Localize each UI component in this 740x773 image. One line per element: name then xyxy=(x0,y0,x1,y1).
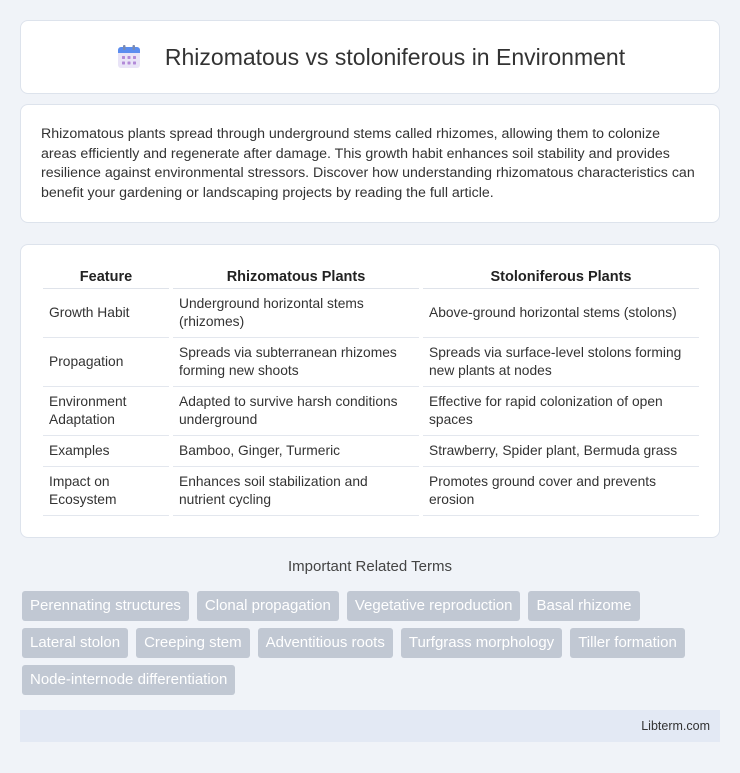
column-header-rhizomatous: Rhizomatous Plants xyxy=(171,265,421,289)
table-header-row xyxy=(43,265,699,289)
table-cell: Adapted to survive harsh conditions underground xyxy=(171,387,421,436)
table-cell: Spreads via subterranean rhizomes forming new shoots xyxy=(171,338,421,387)
table-row xyxy=(43,436,699,467)
table-cell: Impact on Ecosystem xyxy=(43,467,171,516)
column-header-stoloniferous: Stoloniferous Plants xyxy=(421,265,699,289)
table-cell: Enhances soil stabilization and nutrient cycling xyxy=(171,467,421,516)
related-term-tag[interactable]: Adventitious roots xyxy=(258,628,393,658)
related-terms-title: Important Related Terms xyxy=(288,558,452,575)
column-header-feature: Feature xyxy=(43,265,171,289)
table-cell: Promotes ground cover and prevents erosion xyxy=(421,467,699,516)
footer-site-link[interactable]: Libterm.com xyxy=(641,719,710,733)
intro-text: Rhizomatous plants spread through underground stems called rhizomes, allowing them to colonize areas efficiently and regenerate after damage. This growth habit enhances soil stability and provides resilience against environmental stressors. Discover how understanding rhizomatous characteristics can benefit your gardening or landscaping projects by reading the full article. xyxy=(41,126,695,201)
related-term-tag[interactable]: Vegetative reproduction xyxy=(347,591,521,621)
related-term-tag[interactable]: Node-internode differentiation xyxy=(22,665,235,695)
calendar-icon xyxy=(115,43,143,71)
comparison-table-card xyxy=(20,244,720,538)
related-term-tag[interactable]: Clonal propagation xyxy=(197,591,339,621)
related-term-tag[interactable]: Perennating structures xyxy=(22,591,189,621)
table-cell: Underground horizontal stems (rhizomes) xyxy=(171,289,421,338)
footer xyxy=(20,710,720,742)
table-cell: Examples xyxy=(43,436,171,467)
table-cell: Growth Habit xyxy=(43,289,171,338)
related-terms-list xyxy=(22,591,722,695)
table-cell: Propagation xyxy=(43,338,171,387)
related-term-tag[interactable]: Basal rhizome xyxy=(528,591,639,621)
intro-card xyxy=(20,104,720,223)
table-cell: Effective for rapid colonization of open spaces xyxy=(421,387,699,436)
related-term-tag[interactable]: Turfgrass morphology xyxy=(401,628,562,658)
header-card xyxy=(20,20,720,94)
related-term-tag[interactable]: Lateral stolon xyxy=(22,628,128,658)
page-title: Rhizomatous vs stoloniferous in Environment xyxy=(164,43,626,70)
table-cell: Environment Adaptation xyxy=(43,387,171,436)
comparison-table xyxy=(43,265,699,516)
table-cell: Strawberry, Spider plant, Bermuda grass xyxy=(421,436,699,467)
table-cell: Spreads via surface-level stolons forming new plants at nodes xyxy=(421,338,699,387)
table-cell: Bamboo, Ginger, Turmeric xyxy=(171,436,421,467)
related-term-tag[interactable]: Tiller formation xyxy=(570,628,685,658)
table-row xyxy=(43,467,699,516)
related-term-tag[interactable]: Creeping stem xyxy=(136,628,250,658)
table-row xyxy=(43,289,699,338)
table-row xyxy=(43,387,699,436)
table-cell: Above-ground horizontal stems (stolons) xyxy=(421,289,699,338)
table-row xyxy=(43,338,699,387)
